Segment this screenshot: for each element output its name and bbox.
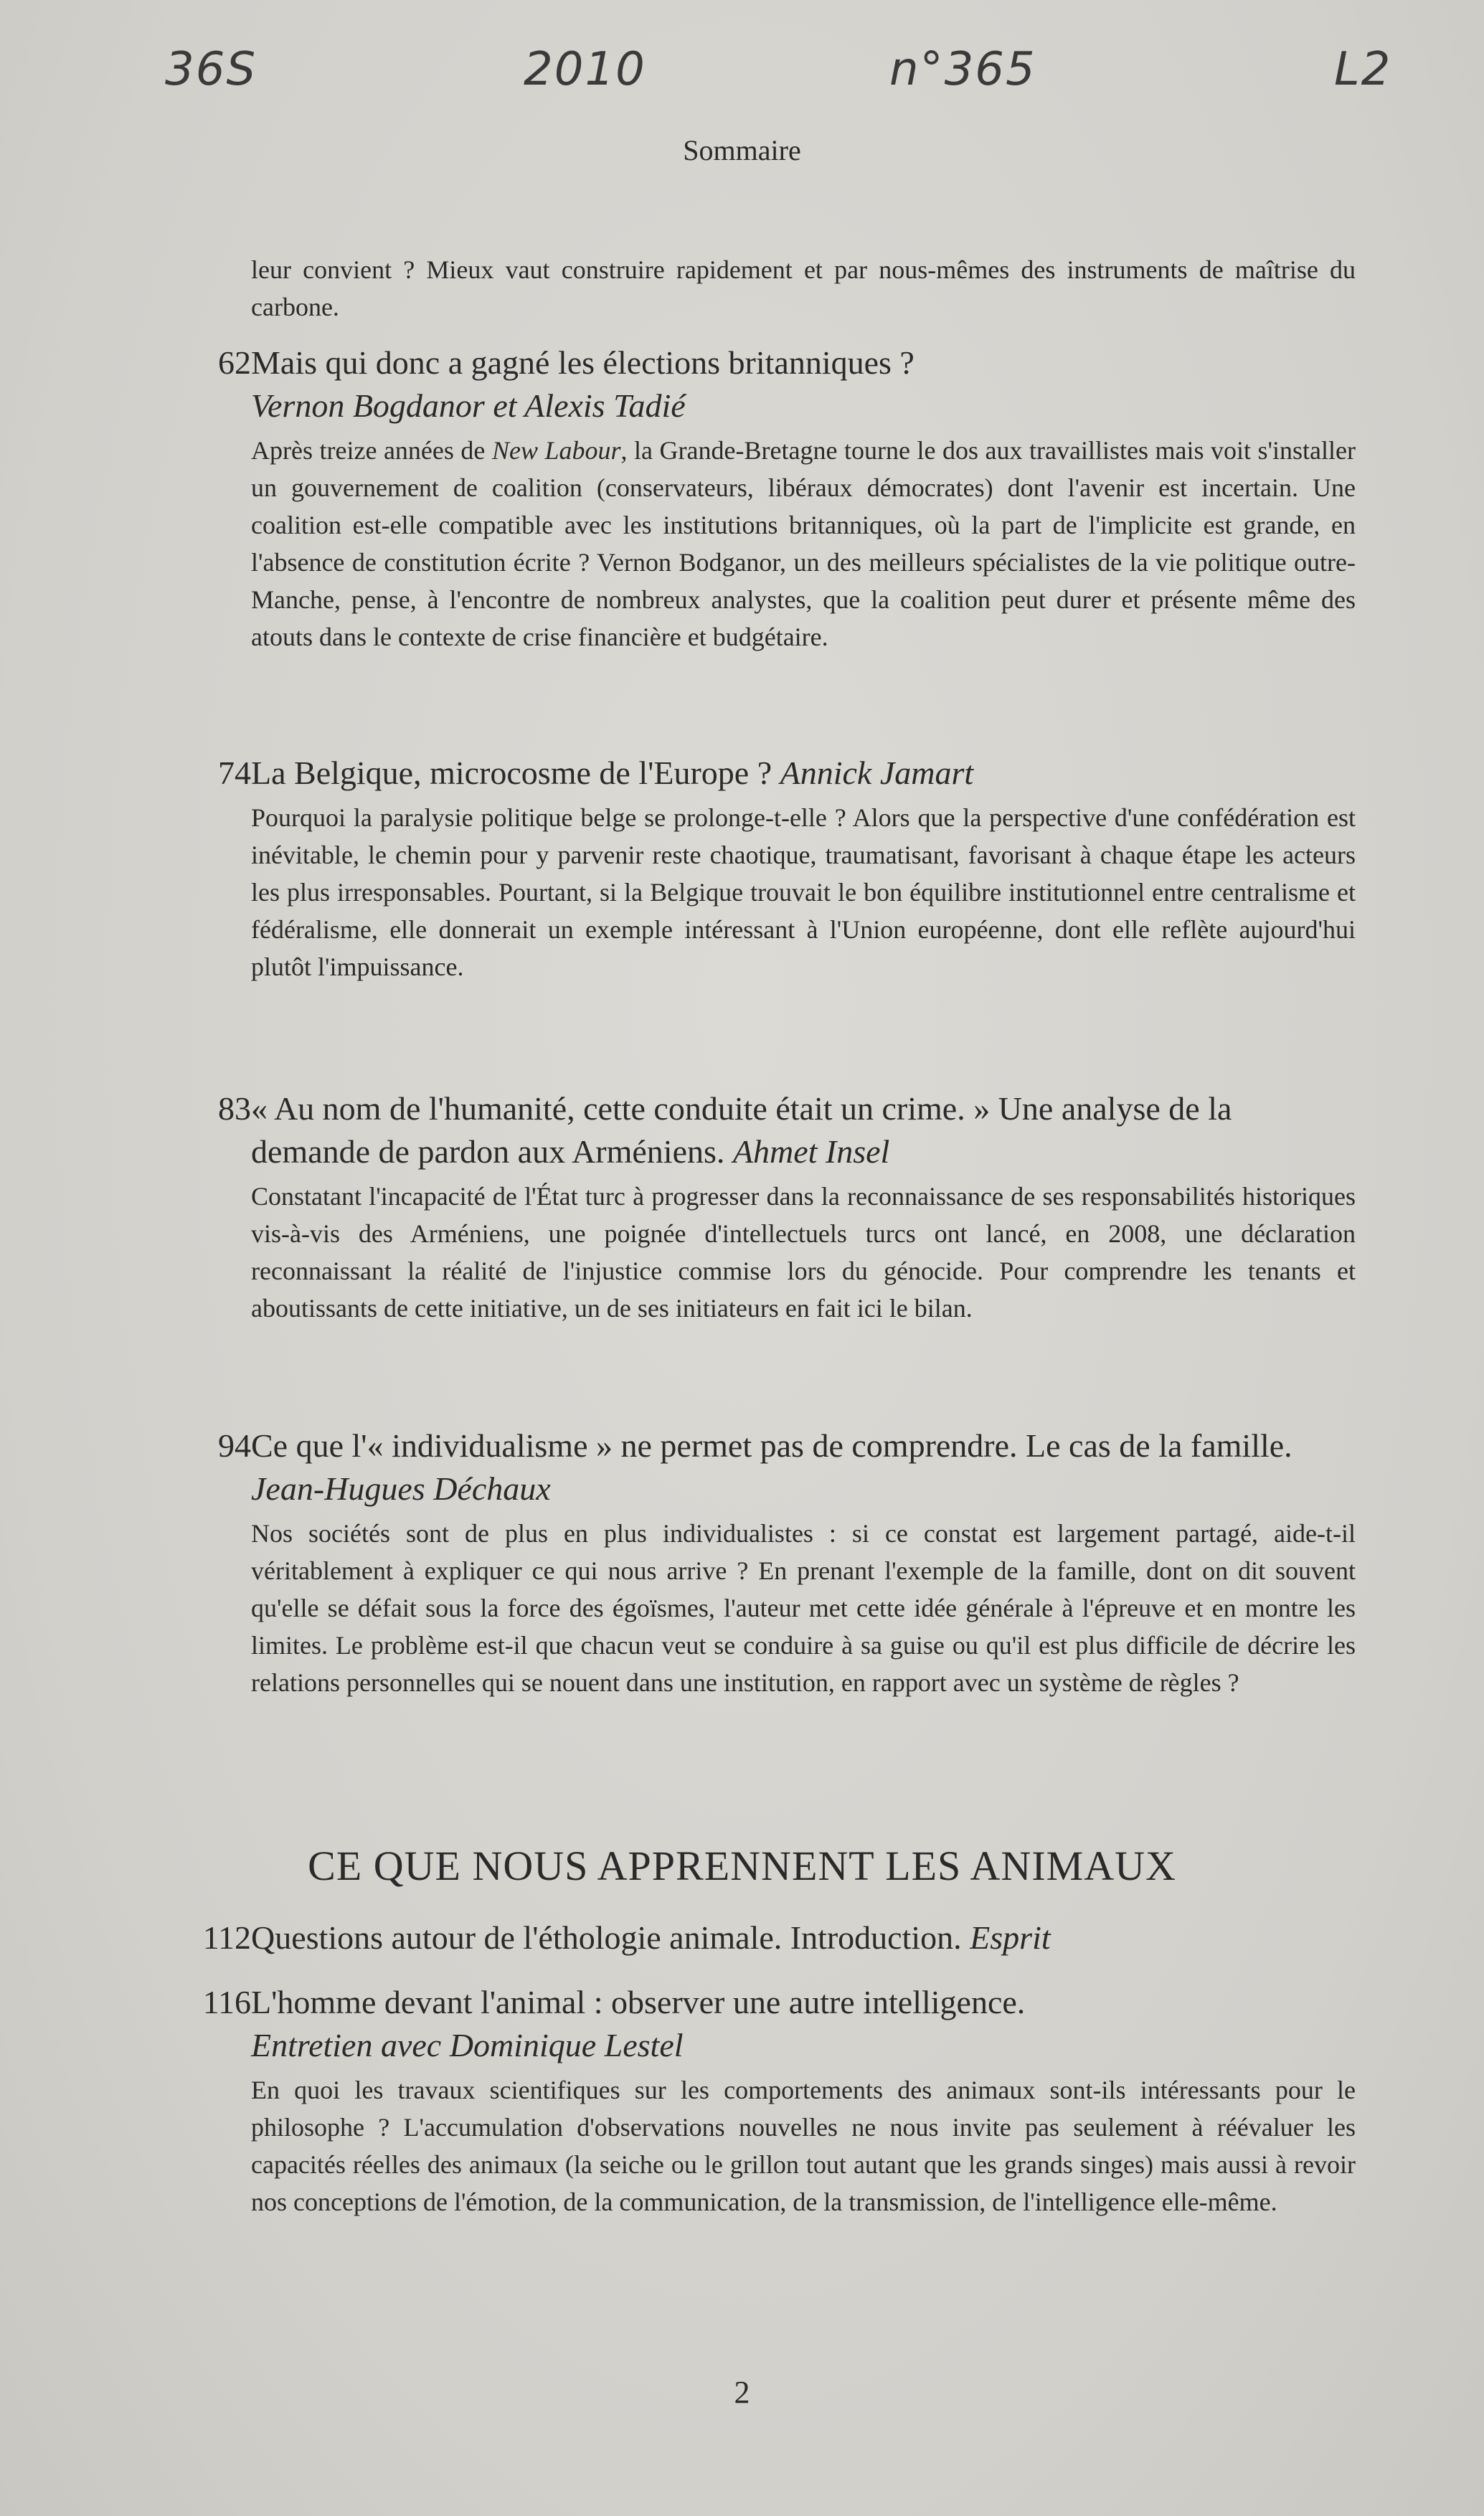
abstract-part-pre: Après treize années de — [251, 436, 492, 465]
entry-title — [251, 1087, 1356, 1173]
abstract-part-post: , la Grande-Bretagne tourne le dos aux travaillistes mais voit s'installer un gouvernement de coalition (conservateurs, libéraux démocrates) dont l'avenir est incertain. Une coalition est-elle compatible avec les institutions britanniques, où la part de l'implicite est grande, en l'absence de constitution écrite ? Vernon Bodganor, un des meilleurs spécialistes de la vie politique outre-Manche, pense, à l'encontre de nombreux analystes, que la coalition peut durer et présente même des atouts dans le contexte de crise financière et budgétaire. — [251, 436, 1356, 651]
handwritten-note-right: L2 — [1334, 43, 1392, 96]
entry-abstract-wrap — [251, 1178, 1356, 1327]
entry-author: Vernon Bogdanor et Alexis Tadié — [251, 387, 686, 424]
entry-abstract: Nos sociétés sont de plus en plus individualistes : si ce constat est largement partagé, aide-t-il véritablement à expliquer ce qui nous arrive ? En prenant l'exemple de la famille, dont on dit souvent qu'elle se défait sous la force des égoïsmes, l'auteur met cette idée générale à l'épreuve et en montre les limites. Le problème est-il que chacun veut se conduire à sa guise ou qu'il est plus difficile de décrire les relations personnelles qui se nouent dans une institution, en rapport avec un système de règles ? — [251, 1519, 1356, 1697]
entry-title-text: Ce que l'« individualisme » ne permet pas de comprendre. Le cas de la famille. — [251, 1427, 1292, 1464]
entry-abstract-wrap — [251, 432, 1356, 656]
entry-abstract: Pourquoi la paralysie politique belge se prolonge-t-elle ? Alors que la perspective d'une confédération est inévitable, le chemin pour y parvenir reste chaotique, traumatisant, favorisant à chaque étape les acteurs les plus irresponsables. Pourtant, si la Belgique trouvait le bon équilibre institutionnel entre centralisme et fédéralisme, elle donnerait un exemple intéressant à l'Union européenne, dont elle reflète aujourd'hui plutôt l'impuissance. — [251, 803, 1356, 981]
entry-abstract-wrap — [251, 799, 1356, 985]
entry-title-text: La Belgique, microcosme de l'Europe ? — [251, 755, 772, 791]
abstract-part-em: New Labour — [491, 436, 621, 465]
handwritten-note-left: 36S — [165, 43, 257, 96]
entry-title — [251, 341, 1356, 384]
entry-page-number: 116 — [202, 1984, 251, 2020]
toc-entry — [179, 1916, 1356, 1959]
entry-page-number: 74 — [218, 755, 251, 791]
entry-author: Jean-Hugues Déchaux — [251, 1470, 551, 1507]
entry-abstract-wrap — [251, 1515, 1356, 1701]
entry-author: Annick Jamart — [780, 755, 974, 791]
entry-title-text: Questions autour de l'éthologie animale. Introduction. — [251, 1919, 962, 1956]
toc-entry — [179, 1087, 1356, 1327]
entry-abstract-wrap — [251, 2071, 1356, 2221]
entry-body — [251, 752, 1356, 985]
entry-abstract: Constatant l'incapacité de l'État turc à progresser dans la reconnaissance de ses responsabilités historiques vis-à-vis des Arméniens, une poignée d'intellectuels turcs ont lancé, en 2008, une déclaration reconnaissant la réalité de l'injustice commise lors du génocide. Pour comprendre les tenants et aboutissants de cette initiative, un de ses initiateurs en fait ici le bilan. — [251, 1182, 1356, 1323]
running-head: Sommaire — [683, 134, 801, 166]
entry-title-text: L'homme devant l'animal : observer une autre intelligence. — [251, 1984, 1026, 2020]
entry-page-number: 112 — [202, 1919, 251, 1956]
entry-title — [251, 1424, 1356, 1510]
entry-title — [251, 752, 1356, 795]
handwritten-note-year: 2010 — [524, 43, 646, 96]
page-number: 2 — [734, 2375, 750, 2410]
entry-title — [251, 1981, 1356, 2024]
entry-abstract: En quoi les travaux scientifiques sur les comportements des animaux sont-ils intéressants pour le philosophe ? L'accumulation d'observations nouvelles ne nous invite pas seulement à réévaluer les capacités réelles des animaux (la seiche ou le grillon tout autant que les grands singes) mais aussi à revoir nos conceptions de l'émotion, de la communication, de la transmission, de l'intelligence elle-même. — [251, 2076, 1356, 2216]
entry-author: Esprit — [970, 1919, 1051, 1956]
entry-body — [251, 1981, 1356, 2221]
entry-abstract — [251, 432, 1356, 656]
handwritten-note-issue: n°365 — [889, 43, 1036, 96]
entry-body — [251, 1424, 1356, 1701]
toc-entry — [179, 752, 1356, 985]
entry-author: Ahmet Insel — [732, 1133, 890, 1170]
toc-entry — [179, 1424, 1356, 1701]
lead-text: leur convient ? Mieux vaut construire rapidement et par nous-mêmes des instruments de maîtrise du carbone. — [251, 255, 1356, 321]
entry-body — [251, 341, 1356, 656]
toc-entry — [179, 1981, 1356, 2221]
entry-title — [251, 1916, 1356, 1959]
entry-body — [251, 1916, 1356, 1959]
entry-page-number: 62 — [218, 344, 251, 381]
toc-entry — [179, 341, 1356, 656]
entry-body — [251, 1087, 1356, 1327]
section-heading: CE QUE NOUS APPRENNENT LES ANIMAUX — [308, 1843, 1176, 1889]
entry-author: Entretien avec Dominique Lestel — [251, 2027, 684, 2063]
entry-title-text: Mais qui donc a gagné les élections britanniques ? — [251, 344, 914, 381]
entry-title-text: « Au nom de l'humanité, cette conduite était un crime. » Une analyse de la demande de pardon aux Arméniens. — [251, 1090, 1232, 1170]
lead-paragraph — [251, 251, 1356, 326]
entry-page-number: 83 — [218, 1090, 251, 1127]
entry-page-number: 94 — [218, 1427, 251, 1464]
